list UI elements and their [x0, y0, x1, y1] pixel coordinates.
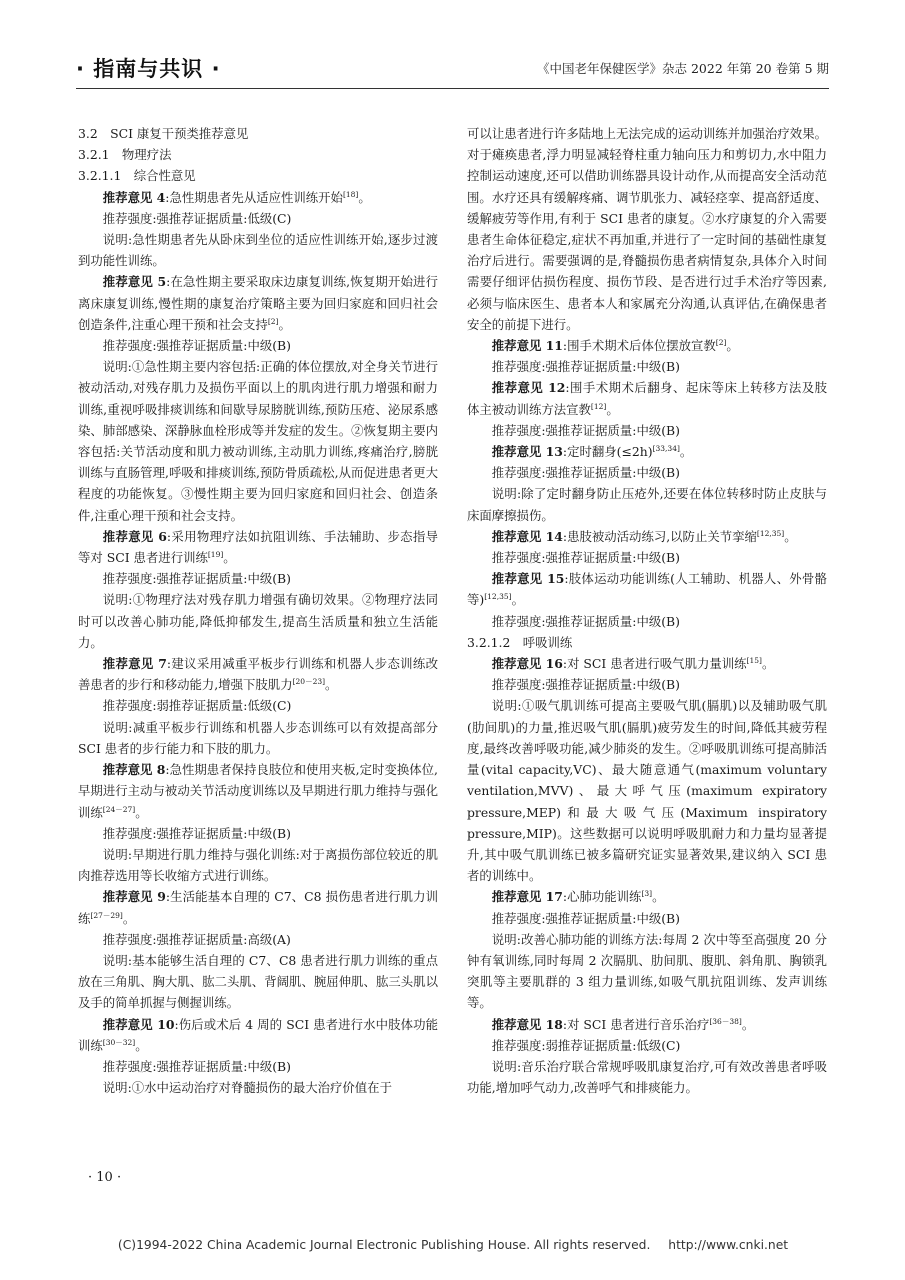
sentence-end: 。: [325, 677, 338, 693]
recommendation-text: :采用物理疗法如抗阻训练、手法辅助、步态指导等对 SCI 患者进行训练: [78, 528, 438, 566]
section-heading: 3.2.1.1 综合性意见: [78, 168, 196, 184]
recommendation-label: 推荐意见 6: [102, 528, 167, 544]
paragraph: 说明:①物理疗法对残存肌力增强有确切效果。②物理疗法同时可以改善心肺功能,降低抑郁发生,提高生活质量和独立生活能力。: [78, 592, 438, 650]
recommendation-text: :建议采用减重平板步行训练和机器人步态训练改善患者的步行和移动能力,增强下肢肌力: [78, 656, 438, 693]
right-column: [467, 123, 827, 1098]
sentence-end: 。: [652, 889, 665, 905]
recommendation: [467, 441, 827, 462]
page-number: · 10 ·: [88, 1170, 122, 1185]
citation: [2]: [715, 338, 727, 348]
recommendation: [78, 187, 438, 208]
sentence-end: 。: [135, 1037, 148, 1053]
recommendation-text: :围手术期术后体位摆放宣教: [562, 338, 716, 354]
recommendation-label: 推荐意见 13: [491, 444, 563, 460]
citation: [36－38]: [709, 1016, 742, 1026]
paragraph: 说明:除了定时翻身防止压疮外,还要在体位转移时防止皮肤与床面摩擦损伤。: [467, 486, 827, 523]
paragraph: 推荐强度:强推荐证据质量:中级(B): [491, 677, 680, 693]
citation: [2]: [267, 316, 279, 326]
sentence-end: 。: [784, 528, 797, 544]
sentence-end: 。: [511, 592, 524, 608]
recommendation-label: 推荐意见 9: [102, 889, 166, 905]
recommendation-text: :肢体运动功能训练(人工辅助、机器人、外骨骼等): [467, 571, 827, 608]
section-heading: 3.2 SCI 康复干预类推荐意见: [78, 126, 249, 141]
recommendation-label: 推荐意见 17: [491, 889, 563, 905]
recommendation: [467, 653, 827, 674]
recommendation: [467, 1014, 827, 1035]
recommendation-text: :生活能基本自理的 C7、C8 损伤患者进行肌力训练: [78, 889, 439, 926]
recommendation: [78, 759, 438, 823]
paragraph: 推荐强度:强推荐证据质量:中级(B): [102, 1058, 291, 1074]
sentence-end: 。: [223, 550, 236, 566]
recommendation-text: :在急性期主要采取床边康复训练,恢复期开始进行离床康复训练,慢性期的康复治疗策略主要为回归家庭和回归社会创造条件,注重心理干预和社会支持: [78, 274, 438, 332]
paragraph: 推荐强度:强推荐证据质量:高级(A): [102, 931, 291, 947]
paragraph-continued: 可以让患者进行许多陆地上无法完成的运动训练并加强治疗效果。对于瘫痪患者,浮力明显减轻脊柱重力轴向压力和剪切力,水中阻力控制运动速度,还可以借助训练器具设计动作,从而提高安全活动范围。水疗还具有缓解疼痛、调节肌张力、减轻痉挛、提高舒适度、缓解疲劳等作用,有利于 SCI 患者的康复。②水疗康复的介入需要患者生命体征稳定,症状不再加重,并进行了一定时间的基础性康复治疗后进行。需要强调的是,脊髓损伤患者病情复杂,具体介入时间需要仔细评估损伤程度、损伤节段、是否进行过手术治疗等因素,必须与临床医生、患者本人和家属充分沟通,认真评估,在确保患者安全的前提下进行。: [467, 126, 827, 332]
paragraph: 说明:改善心肺功能的训练方法:每周 2 次中等至高强度 20 分钟有氧训练,同时每周 2 次膈肌、肋间肌、腹肌、斜角肌、胸锁乳突肌等主要肌群的 3 组力量训练,如吸气肌抗阻训练、发声训练等。: [467, 931, 827, 1011]
citation: [24－27]: [102, 804, 136, 814]
recommendation: [78, 653, 438, 695]
recommendation-text: :患肢被动活动练习,以防止关节挛缩: [562, 528, 757, 544]
citation: [12,35]: [756, 528, 785, 538]
recommendation-label: 推荐意见 16: [491, 656, 563, 672]
journal-title: 《中国老年保健医学》杂志 2022 年第 20 卷第 5 期: [536, 61, 829, 76]
sentence-end: 。: [122, 910, 136, 926]
recommendation: [467, 568, 827, 610]
recommendation: [467, 526, 827, 547]
recommendation-label: 推荐意见 8: [102, 762, 166, 778]
paragraph: 说明:①吸气肌训练可提高主要吸气肌(膈肌)以及辅助吸气肌(肋间肌)的力量,推迟吸气肌(膈肌)疲劳发生的时间,降低其疲劳程度,最终改善呼吸功能,减少肺炎的发生。②呼吸肌训练可提高肺活量(vital capacity,VC)、最大随意通气(maximum voluntary ventilation,MVV)、最大呼气压(maximum expiratory pressure,MEP)和最大吸气压(Maximum inspiratory pressure,MIP)。这些数据可以说明呼吸肌耐力和力量均显著提升,其中吸气肌训练已被多篇研究证实显著效果,建议纳入 SCI 患者的训练中。: [467, 698, 827, 884]
citation: [27－29]: [90, 910, 123, 920]
paragraph: 推荐强度:强推荐证据质量:中级(B): [102, 338, 291, 354]
recommendation-label: 推荐意见 7: [102, 656, 167, 672]
recommendation-label: 推荐意见 12: [491, 380, 566, 396]
paragraph: 推荐强度:弱推荐证据质量:低级(C): [491, 1037, 681, 1053]
paragraph: 推荐强度:强推荐证据质量:中级(B): [491, 910, 680, 926]
sentence-end: 。: [135, 804, 148, 820]
sentence-end: 。: [679, 444, 693, 460]
copyright-notice: (C)1994-2022 China Academic Journal Electronic Publishing House. All rights reserved.: [117, 1238, 651, 1252]
sentence-end: 。: [726, 338, 739, 354]
citation: [12,35]: [484, 592, 512, 602]
paragraph: 说明:①水中运动治疗对脊髓损伤的最大治疗价值在于: [102, 1080, 392, 1096]
sentence-end: 。: [741, 1016, 755, 1032]
recommendation-text: :伤后或术后 4 周的 SCI 患者进行水中肢体功能训练: [78, 1016, 438, 1053]
recommendation-label: 推荐意见 18: [491, 1016, 563, 1032]
paragraph: 说明:音乐治疗联合常规呼吸肌康复治疗,可有效改善患者呼吸功能,增加呼气动力,改善呼气和排痰能力。: [467, 1058, 827, 1096]
recommendation: [78, 526, 438, 568]
paragraph: 推荐强度:强推荐证据质量:低级(C): [102, 210, 292, 226]
citation: [18]: [342, 189, 359, 199]
sentence-end: 。: [606, 401, 619, 417]
citation: [30－32]: [102, 1037, 136, 1047]
paragraph: 推荐强度:弱推荐证据质量:低级(C): [102, 698, 292, 714]
citation: [12]: [590, 401, 607, 411]
paragraph: 推荐强度:强推荐证据质量:中级(B): [491, 550, 680, 566]
recommendation-label: 推荐意见 11: [491, 338, 563, 354]
recommendation-label: 推荐意见 4: [102, 189, 166, 205]
citation: [15]: [746, 656, 762, 666]
citation: [33,34]: [652, 444, 680, 454]
page-header: [76, 52, 829, 84]
recommendation-label: 推荐意见 15: [491, 571, 565, 587]
recommendation-text: :对 SCI 患者进行音乐治疗: [562, 1016, 710, 1032]
page-footer: [8, 1238, 898, 1252]
paragraph: 说明:①急性期主要内容包括:正确的体位摆放,对全身关节进行被动活动,对残存肌力及损伤平面以上的肌肉进行肌力增强和耐力训练,重视呼吸排痰训练和间歇导尿膀胱训练,预防压疮、泌尿系感染、肺部感染、深静脉血栓形成等并发症的发生。②恢复期主要内容包括:关节活动度和肌力被动训练,主动肌力训练,疼痛治疗,膀胱训练与直肠管理,呼吸和排痰训练,预防骨质疏松,从而促进患者更大程度的功能恢复。③慢性期主要为回归家庭和回归社会、创造条件,注重心理干预和社会支持。: [78, 359, 438, 523]
paragraph: 推荐强度:强推荐证据质量:中级(B): [491, 422, 680, 438]
recommendation-text: :急性期患者保持良肢位和使用夹板,定时变换体位,早期进行主动与被动关节活动度训练以及早期进行肌力维持与强化训练: [78, 762, 438, 820]
citation: [19]: [207, 550, 224, 560]
paragraph: 推荐强度:强推荐证据质量:中级(B): [102, 825, 291, 841]
recommendation: [78, 271, 438, 335]
recommendation: [467, 335, 827, 356]
recommendation-text: :围手术期术后翻身、起床等床上转移方法及肢体主被动训练方法宣教: [467, 380, 827, 417]
sentence-end: 。: [278, 316, 291, 332]
recommendation-label: 推荐意见 14: [491, 528, 563, 544]
recommendation: [78, 1014, 438, 1056]
paragraph: 推荐强度:强推荐证据质量:中级(B): [491, 359, 680, 375]
paragraph: 说明:基本能够生活自理的 C7、C8 患者进行肌力训练的重点放在三角肌、胸大肌、肱二头肌、背阔肌、腕屈伸肌、肱三头肌以及手的简单抓握与侧握训练。: [78, 952, 438, 1011]
paragraph: 推荐强度:强推荐证据质量:中级(B): [102, 571, 291, 587]
recommendation-label: 推荐意见 5: [102, 274, 167, 290]
section-heading: 3.2.1 物理疗法: [78, 147, 172, 163]
paragraph: 说明:早期进行肌力维持与强化训练:对于离损伤部位较近的肌肉推荐选用等长收缩方式进行训练。: [78, 846, 438, 884]
paragraph: 推荐强度:强推荐证据质量:中级(B): [491, 465, 680, 481]
paragraph: 说明:减重平板步行训练和机器人步态训练可以有效提高部分 SCI 患者的步行能力和下肢的肌力。: [78, 719, 438, 756]
footer-url: http://www.cnki.net: [668, 1238, 789, 1252]
paragraph: 说明:急性期患者先从卧床到坐位的适应性训练开始,逐步过渡到功能性训练。: [78, 232, 438, 269]
left-column: [78, 123, 438, 1098]
citation: [3]: [641, 889, 653, 899]
recommendation: [78, 886, 438, 928]
recommendation: [467, 886, 827, 907]
recommendation-text: :定时翻身(≤2h): [562, 444, 653, 460]
recommendation-text: :对 SCI 患者进行吸气肌力量训练: [562, 656, 747, 672]
recommendation-text: :急性期患者先从适应性训练开始: [165, 189, 343, 205]
paragraph: 推荐强度:强推荐证据质量:中级(B): [491, 613, 680, 629]
section-title: · 指南与共识 ·: [76, 57, 221, 81]
header-rule: [76, 88, 829, 89]
sentence-end: 。: [761, 656, 775, 672]
recommendation-label: 推荐意见 10: [102, 1016, 175, 1032]
recommendation-text: :心肺功能训练: [562, 889, 642, 905]
section-heading: 3.2.1.2 呼吸训练: [467, 634, 573, 650]
sentence-end: 。: [358, 189, 371, 205]
recommendation: [467, 377, 827, 419]
citation: [20－23]: [292, 677, 326, 687]
